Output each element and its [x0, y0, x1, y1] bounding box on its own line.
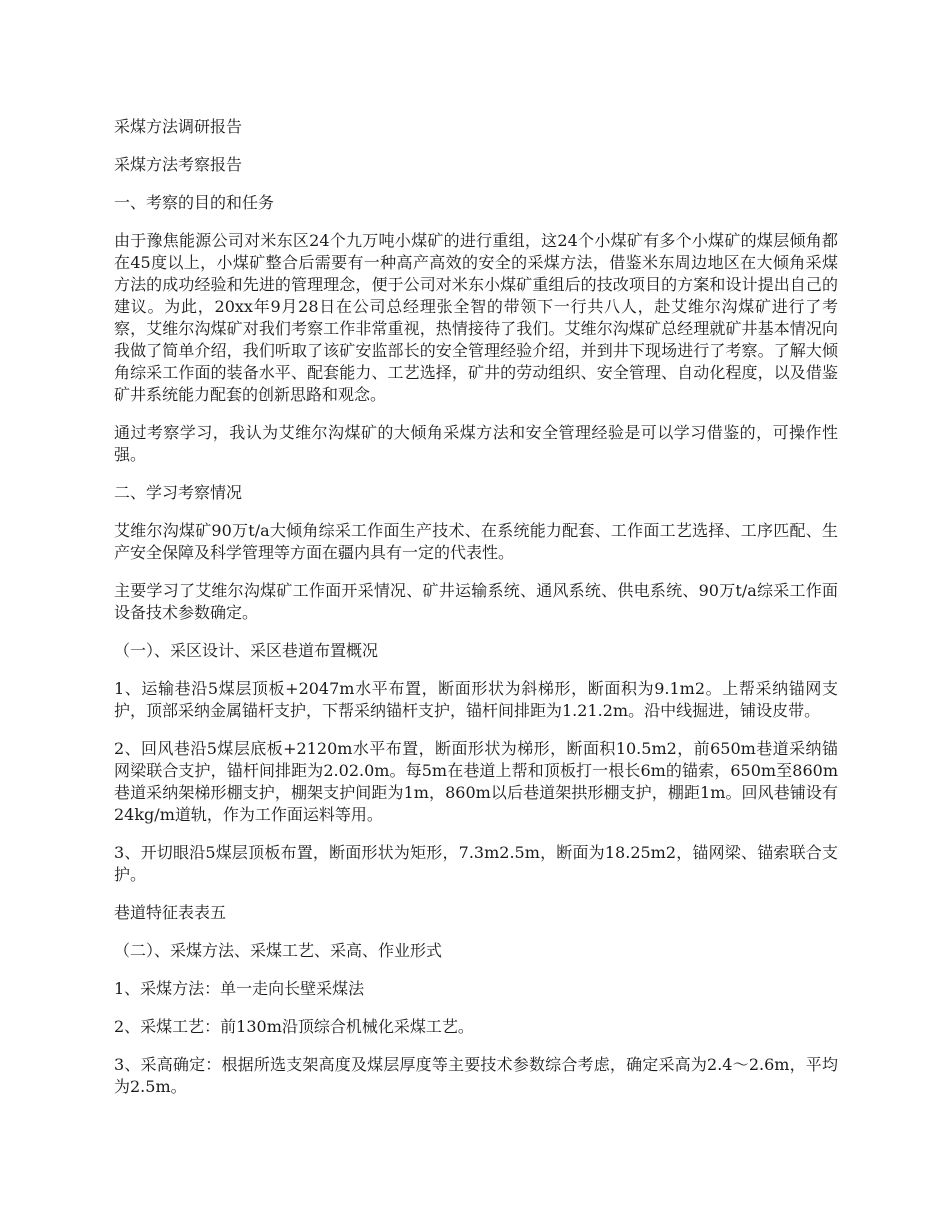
subsection-heading-mining-method: （二）、采煤方法、采煤工艺、采高、作业形式: [114, 941, 443, 960]
list-item-mining-process: 2、采煤工艺：前130m沿顶综合机械化采煤工艺。: [114, 1017, 474, 1036]
section-heading-study: 二、学习考察情况: [114, 483, 243, 502]
list-item-transport-roadway: 1、运输巷沿5煤层顶板+2047m水平布置，断面形状为斜梯形，断面积为9.1m2。上帮采纳锚网支护，顶部采纳金属锚杆支护，下帮采纳锚杆支护，锚杆间排距为1.21.2m。沿中线掘进，铺设皮带。: [114, 679, 838, 720]
section-heading-purpose: 一、考察的目的和任务: [114, 193, 275, 212]
paragraph-technology: 艾维尔沟煤矿90万t/a大倾角综采工作面生产技术、在系统能力配套、工作面工艺选择、工序匹配、生产安全保障及科学管理等方面在疆内具有一定的代表性。: [114, 521, 838, 562]
list-item-mining-method: 1、采煤方法：单一走向长壁采煤法: [114, 979, 365, 998]
document-page: [114, 116, 838, 1114]
table-caption: 巷道特征表表五: [114, 903, 227, 922]
list-item-mining-height: 3、采高确定：根据所选支架高度及煤层厚度等主要技术参数综合考虑，确定采高为2.4～2.6m，平均为2.5m。: [114, 1055, 838, 1096]
subsection-heading-roadway: （一）、采区设计、采区巷道布置概况: [114, 641, 379, 660]
list-item-open-cut: 3、开切眼沿5煤层顶板布置，断面形状为矩形，7.3m2.5m，断面为18.25m2，锚网梁、锚索联合支护。: [114, 843, 838, 884]
paragraph-conclusion: 通过考察学习，我认为艾维尔沟煤矿的大倾角采煤方法和安全管理经验是可以学习借鉴的，可操作性强。: [114, 423, 838, 464]
paragraph-background: 由于豫焦能源公司对米东区24个九万吨小煤矿的进行重组，这24个小煤矿有多个小煤矿的煤层倾角都在45度以上，小煤矿整合后需要有一种高产高效的安全的采煤方法，借鉴米东周边地区在大倾角采煤方法的成功经验和先进的管理理念，便于公司对米东小煤矿重组后的技改项目的方案和设计提出自己的建议。为此，20xx年9月28日在公司总经理张全智的带领下一行共八人，赴艾维尔沟煤矿进行了考察，艾维尔沟煤矿对我们考察工作非常重视，热情接待了我们。艾维尔沟煤矿总经理就矿井基本情况向我做了简单介绍，我们听取了该矿安监部长的安全管理经验介绍，并到井下现场进行了考察。了解大倾角综采工作面的装备水平、配套能力、工艺选择，矿井的劳动组织、安全管理、自动化程度，以及借鉴矿井系统能力配套的创新思路和观念。: [114, 231, 838, 404]
paragraph-study-scope: 主要学习了艾维尔沟煤矿工作面开采情况、矿井运输系统、通风系统、供电系统、90万t/a综采工作面设备技术参数确定。: [114, 581, 838, 622]
list-item-return-roadway: 2、回风巷沿5煤层底板+2120m水平布置，断面形状为梯形，断面积10.5m2，前650m巷道采纳锚网梁联合支护，锚杆间排距为2.02.0m。每5m在巷道上帮和顶板打一根长6m的锚索，650m至860m巷道采纳架梯形棚支护，棚架支护间距为1m，860m以后巷道架拱形棚支护，棚距1m。回风巷铺设有24kg/m道轨，作为工作面运料等用。: [114, 739, 838, 824]
document-title: 采煤方法调研报告: [114, 117, 243, 136]
document-subtitle: 采煤方法考察报告: [114, 155, 243, 174]
